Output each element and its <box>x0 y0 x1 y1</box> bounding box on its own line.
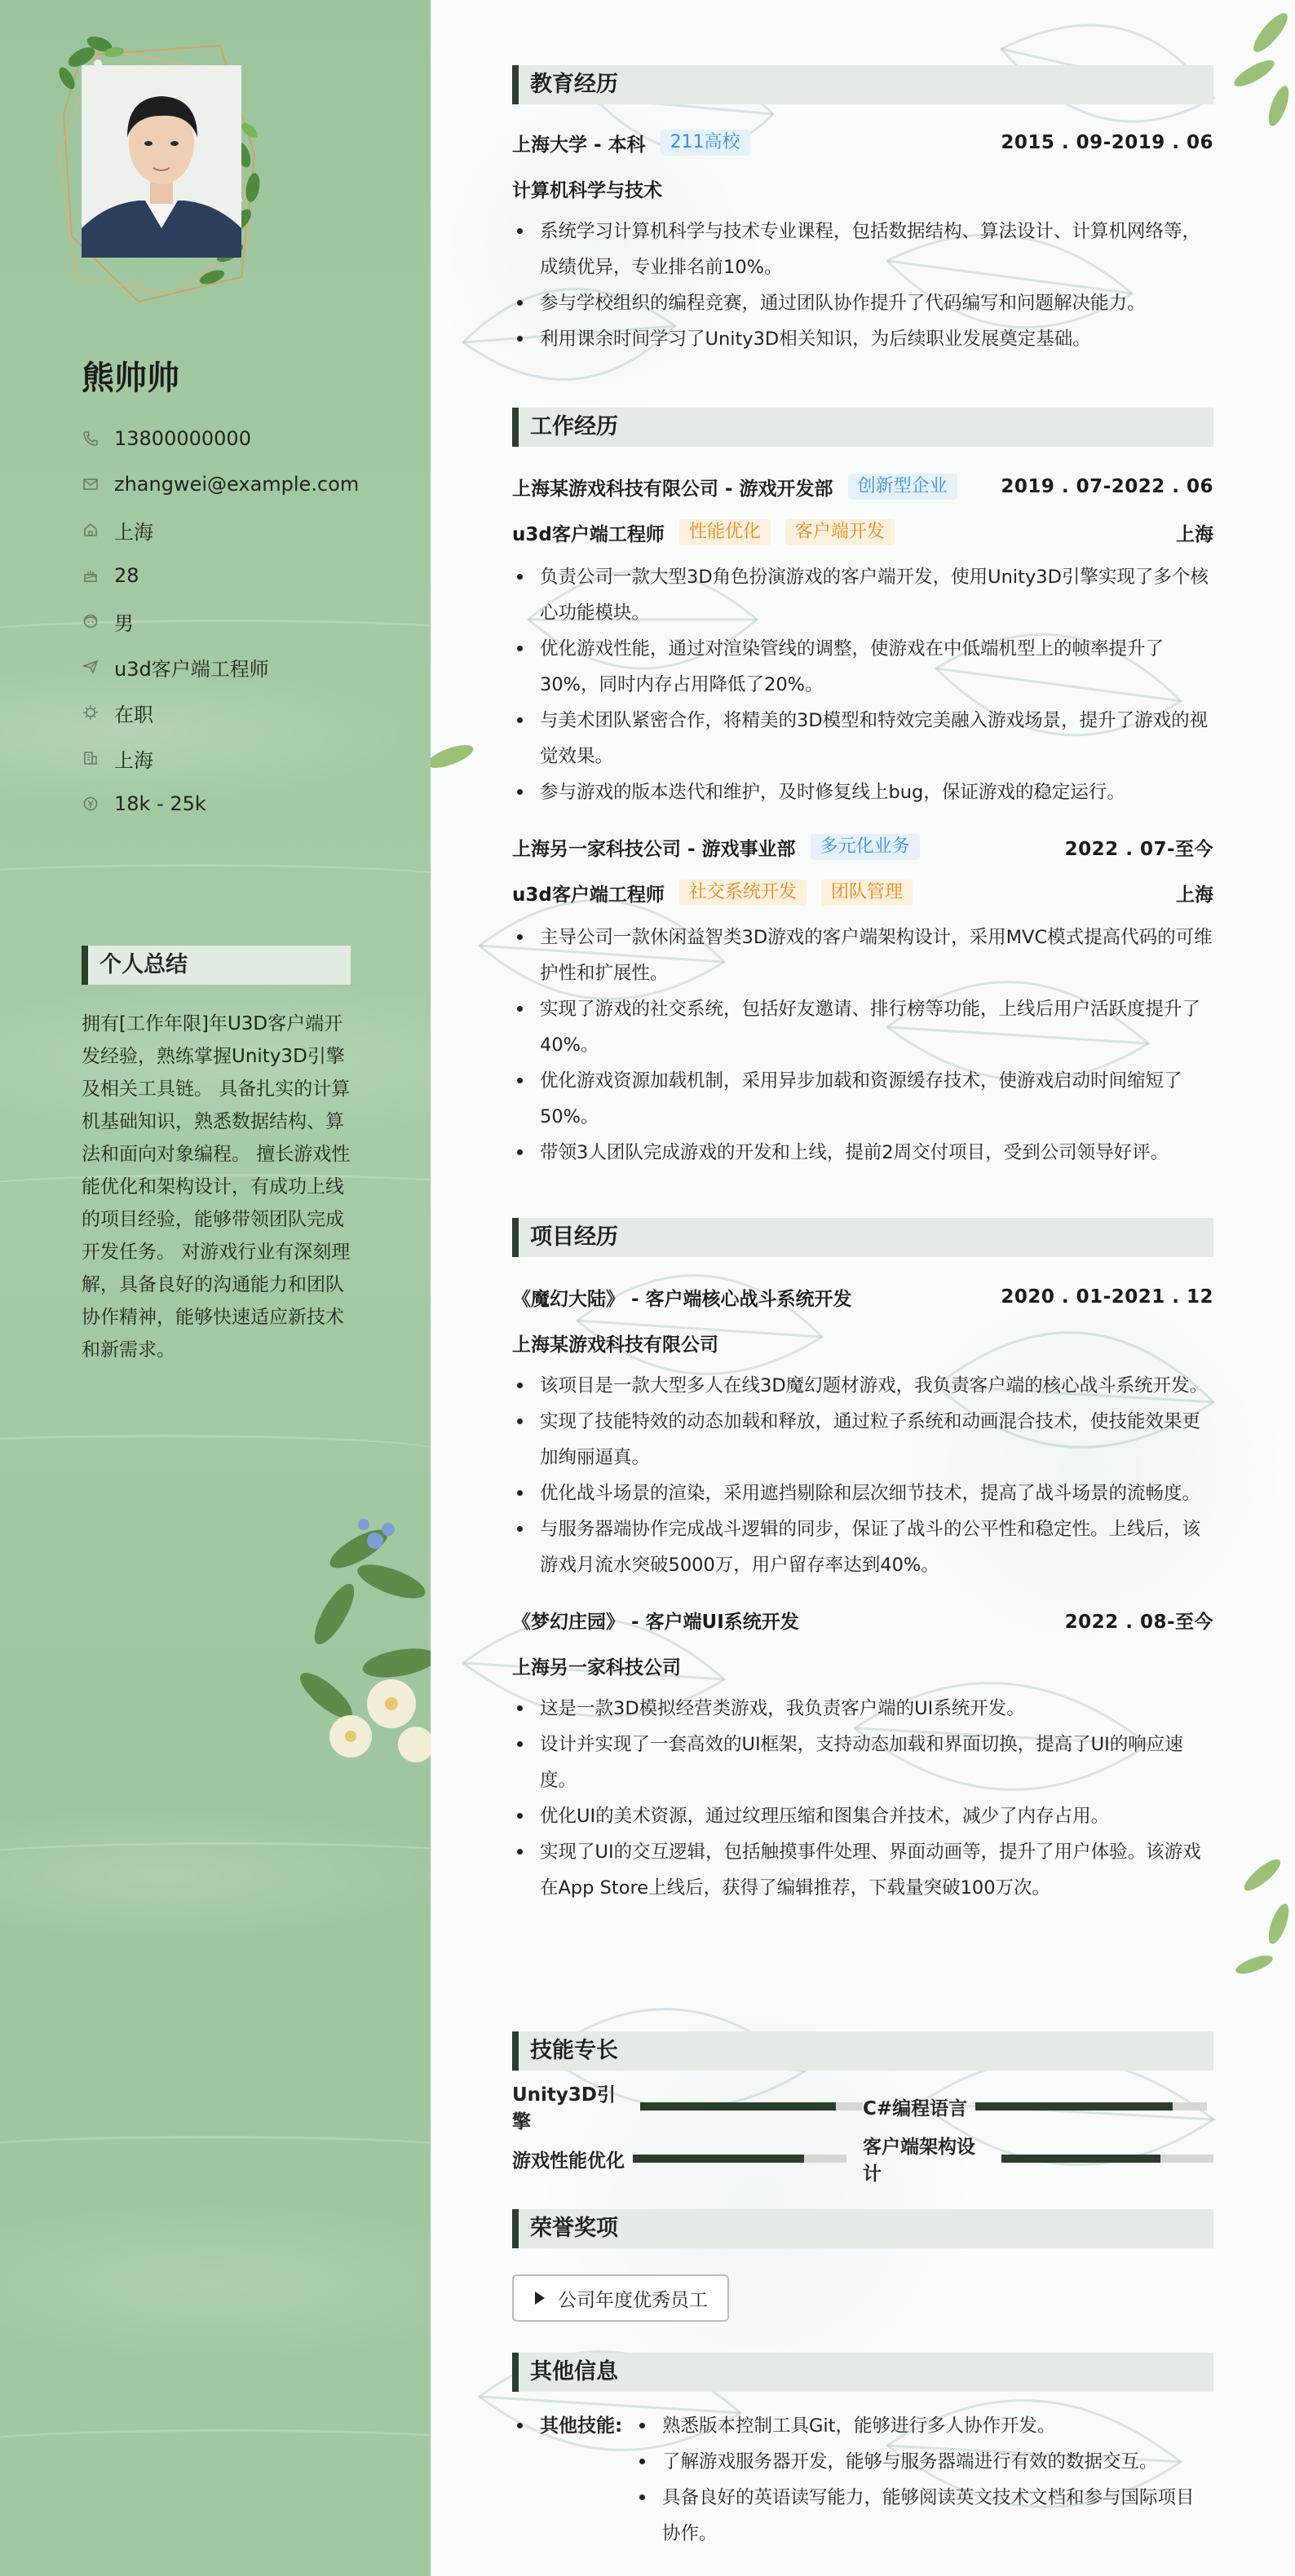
company-tag: 多元化业务 <box>811 834 920 860</box>
contact-text: 上海 <box>114 520 153 544</box>
status-icon <box>82 704 99 721</box>
flower-decoration <box>294 1500 431 1777</box>
role-tag: 性能优化 <box>679 519 771 545</box>
other-skills-label: 其他技能: <box>512 2408 634 2552</box>
education-section <box>512 65 1213 357</box>
skill-fill <box>640 2102 836 2111</box>
contact-text: zhangwei@example.com <box>114 473 360 496</box>
list-item: 这是一款3D模拟经营类游戏，我负责客户端的UI系统开发。 <box>512 1691 1213 1727</box>
candidate-name: 熊帅帅 <box>82 359 179 397</box>
section-heading: 荣誉奖项 <box>512 2209 1213 2248</box>
date-range: 2015 . 09-2019 . 06 <box>1001 132 1213 153</box>
skill-name: 客户端架构设计 <box>863 2137 975 2185</box>
contact-text: u3d客户端工程师 <box>114 657 269 681</box>
phone-icon <box>82 430 99 448</box>
list-item: 优化游戏资源加载机制，采用异步加载和资源缓存技术，使游戏启动时间缩短了50%。 <box>512 1063 1213 1135</box>
school-tag: 211高校 <box>661 130 750 156</box>
list-item: 优化游戏性能，通过对渲染管线的调整，使游戏在中低端机型上的帧率提升了30%，同时内存占用降低了20%。 <box>512 631 1213 703</box>
list-item: 该项目是一款大型多人在线3D魔幻题材游戏，我负责客户端的核心战斗系统开发。 <box>512 1368 1213 1404</box>
photo-frame <box>49 33 269 310</box>
job-company-row <box>512 833 1213 861</box>
contact-status <box>82 690 408 735</box>
water-wave <box>0 1842 431 1875</box>
gender-icon <box>82 612 99 630</box>
list-item: 实现了技能特效的动态加载和释放，通过粒子系统和动画混合技术，使技能效果更加绚丽逼真。 <box>512 1404 1213 1475</box>
section-heading: 工作经历 <box>512 408 1213 447</box>
list-item: 优化UI的美术资源，通过纹理压缩和图集合并技术，减少了内存占用。 <box>512 1798 1213 1834</box>
award-item[interactable] <box>512 2274 729 2322</box>
role-tag: 社交系统开发 <box>679 880 807 906</box>
company-name: 上海某游戏科技有限公司 - 游戏开发部 <box>512 478 833 500</box>
contact-text: 在职 <box>114 703 153 726</box>
project-org-row <box>512 1652 1213 1679</box>
award-label: 公司年度优秀员工 <box>558 2289 708 2311</box>
job-role: u3d客户端工程师 <box>512 884 665 906</box>
role-tag: 客户端开发 <box>785 519 895 545</box>
date-range: 2019 . 07-2022 . 06 <box>1001 476 1213 497</box>
list-item: 主导公司一款休闲益智类3D游戏的客户端架构设计，采用MVC模式提高代码的可维护性和扩展性。 <box>512 920 1213 991</box>
section-heading: 项目经历 <box>512 1218 1213 1257</box>
job-bullets <box>512 559 1213 810</box>
education-row <box>512 129 1213 157</box>
salary-icon <box>82 795 99 813</box>
contact-text: 28 <box>114 564 139 587</box>
skill-item <box>863 2093 1213 2120</box>
list-item: 负责公司一款大型3D角色扮演游戏的客户端开发，使用Unity3D引擎实现了多个核心功能模块。 <box>512 559 1213 631</box>
project-org: 上海另一家科技公司 <box>512 1656 681 1678</box>
list-item: 带领3人团队完成游戏的开发和上线，提前2周交付项目，受到公司领导好评。 <box>512 1135 1213 1171</box>
company-name: 上海另一家科技公司 - 游戏事业部 <box>512 838 796 860</box>
water-wave <box>0 2429 431 2462</box>
job-bullets <box>512 920 1213 1171</box>
building-icon <box>82 749 99 767</box>
skill-item <box>512 2146 863 2172</box>
project-row <box>512 1606 1213 1634</box>
avatar-portrait <box>82 65 241 258</box>
project-org-row <box>512 1329 1213 1356</box>
water-wave <box>0 864 431 897</box>
skill-fill <box>1001 2155 1160 2163</box>
list-item: 具备良好的英语读写能力，能够阅读英文技术文档和参与国际项目协作。 <box>634 2480 1205 2552</box>
triangle-right-icon <box>533 2291 546 2305</box>
water-wave <box>0 1435 431 1467</box>
list-item: 参与学校组织的编程竞赛，通过团队协作提升了代码编写和问题解决能力。 <box>512 285 1213 321</box>
company-tag: 创新型企业 <box>848 474 957 500</box>
contact-text: 男 <box>114 611 134 635</box>
major-row <box>512 174 1213 202</box>
list-item: 参与游戏的版本迭代和维护，及时修复线上bug，保证游戏的稳定运行。 <box>512 774 1213 810</box>
skill-bar <box>633 2155 846 2163</box>
list-item: 与美术团队紧密合作，将精美的3D模型和特效完美融入游戏场景，提升了游戏的视觉效果。 <box>512 703 1213 774</box>
list-item: 系统学习计算机科学与技术专业课程，包括数据结构、算法设计、计算机网络等，成绩优异，专业排名前10%。 <box>512 214 1213 285</box>
skills-section <box>512 2031 1213 2185</box>
list-item: 实现了游戏的社交系统，包括好友邀请、排行榜等功能，上线后用户活跃度提升了40%。 <box>512 991 1213 1063</box>
projects-section <box>512 1218 1213 1906</box>
skill-row <box>512 2080 1213 2133</box>
sidebar <box>0 0 431 2576</box>
contact-phone <box>82 416 408 461</box>
project-name: 《梦幻庄园》 - 客户端UI系统开发 <box>512 1611 799 1633</box>
avatar <box>82 65 241 258</box>
job-role: u3d客户端工程师 <box>512 523 665 545</box>
major-name: 计算机科学与技术 <box>512 179 662 201</box>
date-range: 2022 . 07-至今 <box>1064 838 1213 860</box>
section-heading: 教育经历 <box>512 65 1213 104</box>
mail-icon <box>82 475 99 493</box>
contact-home <box>82 507 408 553</box>
skill-item <box>863 2132 1213 2186</box>
summary-text: 拥有[工作年限]年U3D客户端开发经验，熟练掌握Unity3D引擎及相关工具链。 具备扎实的计算机基础知识，熟悉数据结构、算法和面向对象编程。 擅长游戏性能优化和架构设计，有成功上线的项目经验，能够带领团队完成开发任务。 对游戏行业有深刻理解，具备良好的沟通能力和团队协作精神，能够快速适应新技术和新需求。 <box>82 1013 351 1361</box>
other-skills-row <box>512 2408 1213 2552</box>
contact-gender <box>82 598 408 644</box>
list-item: 设计并实现了一套高效的UI框架，支持动态加载和界面切换，提高了UI的响应速度。 <box>512 1727 1213 1798</box>
section-heading: 技能专长 <box>512 2031 1213 2071</box>
other-section <box>512 2353 1213 2552</box>
contact-salary <box>82 781 408 827</box>
date-range: 2022 . 08-至今 <box>1064 1611 1213 1633</box>
job-city: 上海 <box>1176 523 1213 545</box>
skill-fill <box>633 2155 804 2163</box>
job-city: 上海 <box>1176 884 1213 906</box>
job-role-row <box>512 518 1213 546</box>
list-item: 熟悉版本控制工具Git，能够进行多人协作开发。 <box>634 2408 1205 2444</box>
home-icon <box>82 521 99 539</box>
send-icon <box>82 658 99 676</box>
project-row <box>512 1283 1213 1311</box>
project-org: 上海某游戏科技有限公司 <box>512 1334 718 1356</box>
contact-city <box>82 735 408 781</box>
contact-position <box>82 644 408 690</box>
work-section <box>512 408 1213 1171</box>
list-item: 利用课余时间学习了Unity3D相关知识，为后续职业发展奠定基础。 <box>512 321 1213 357</box>
skill-name: Unity3D引擎 <box>512 2084 617 2133</box>
job-company-row <box>512 473 1213 501</box>
school-name: 上海大学 - 本科 <box>512 134 646 156</box>
water-wave <box>0 2136 431 2168</box>
cake-icon <box>82 567 99 584</box>
contact-age <box>82 553 408 598</box>
section-heading: 其他信息 <box>512 2353 1213 2392</box>
project-bullets <box>512 1368 1213 1583</box>
project-bullets <box>512 1691 1213 1906</box>
other-skills-list <box>634 2408 1205 2552</box>
list-item: 与服务器端协作完成战斗逻辑的同步，保证了战斗的公平性和稳定性。上线后，该游戏月流水突破5000万，用户留存率达到40%。 <box>512 1511 1213 1583</box>
project-name: 《魔幻大陆》 - 客户端核心战斗系统开发 <box>512 1288 852 1310</box>
main-content <box>431 0 1295 2576</box>
skill-bar <box>1001 2155 1213 2163</box>
contact-email <box>82 461 408 507</box>
summary-heading: 个人总结 <box>82 946 351 985</box>
list-item: 实现了UI的交互逻辑，包括触摸事件处理、界面动画等，提升了用户体验。该游戏在App Store上线后，获得了编辑推荐，下载量突破100万次。 <box>512 1834 1213 1906</box>
awards-section <box>512 2209 1213 2322</box>
role-tag: 团队管理 <box>821 880 913 906</box>
date-range: 2020 . 01-2021 . 12 <box>1001 1286 1213 1308</box>
skill-name: C#编程语言 <box>863 2097 968 2119</box>
contact-list <box>82 416 408 827</box>
list-item: 了解游戏服务器开发，能够与服务器端进行有效的数据交互。 <box>634 2444 1205 2480</box>
skill-name: 游戏性能优化 <box>512 2150 625 2172</box>
contact-text: 13800000000 <box>114 427 251 450</box>
skill-bar <box>640 2102 863 2111</box>
list-item: 优化战斗场景的渲染，采用遮挡剔除和层次细节技术，提高了战斗场景的流畅度。 <box>512 1475 1213 1511</box>
job-role-row <box>512 879 1213 906</box>
skill-bar <box>975 2102 1207 2111</box>
education-bullets <box>512 214 1213 357</box>
skill-fill <box>975 2102 1172 2111</box>
contact-text: 18k - 25k <box>114 792 206 815</box>
skill-row <box>512 2133 1213 2185</box>
contact-text: 上海 <box>114 748 153 772</box>
skill-item <box>512 2080 863 2133</box>
